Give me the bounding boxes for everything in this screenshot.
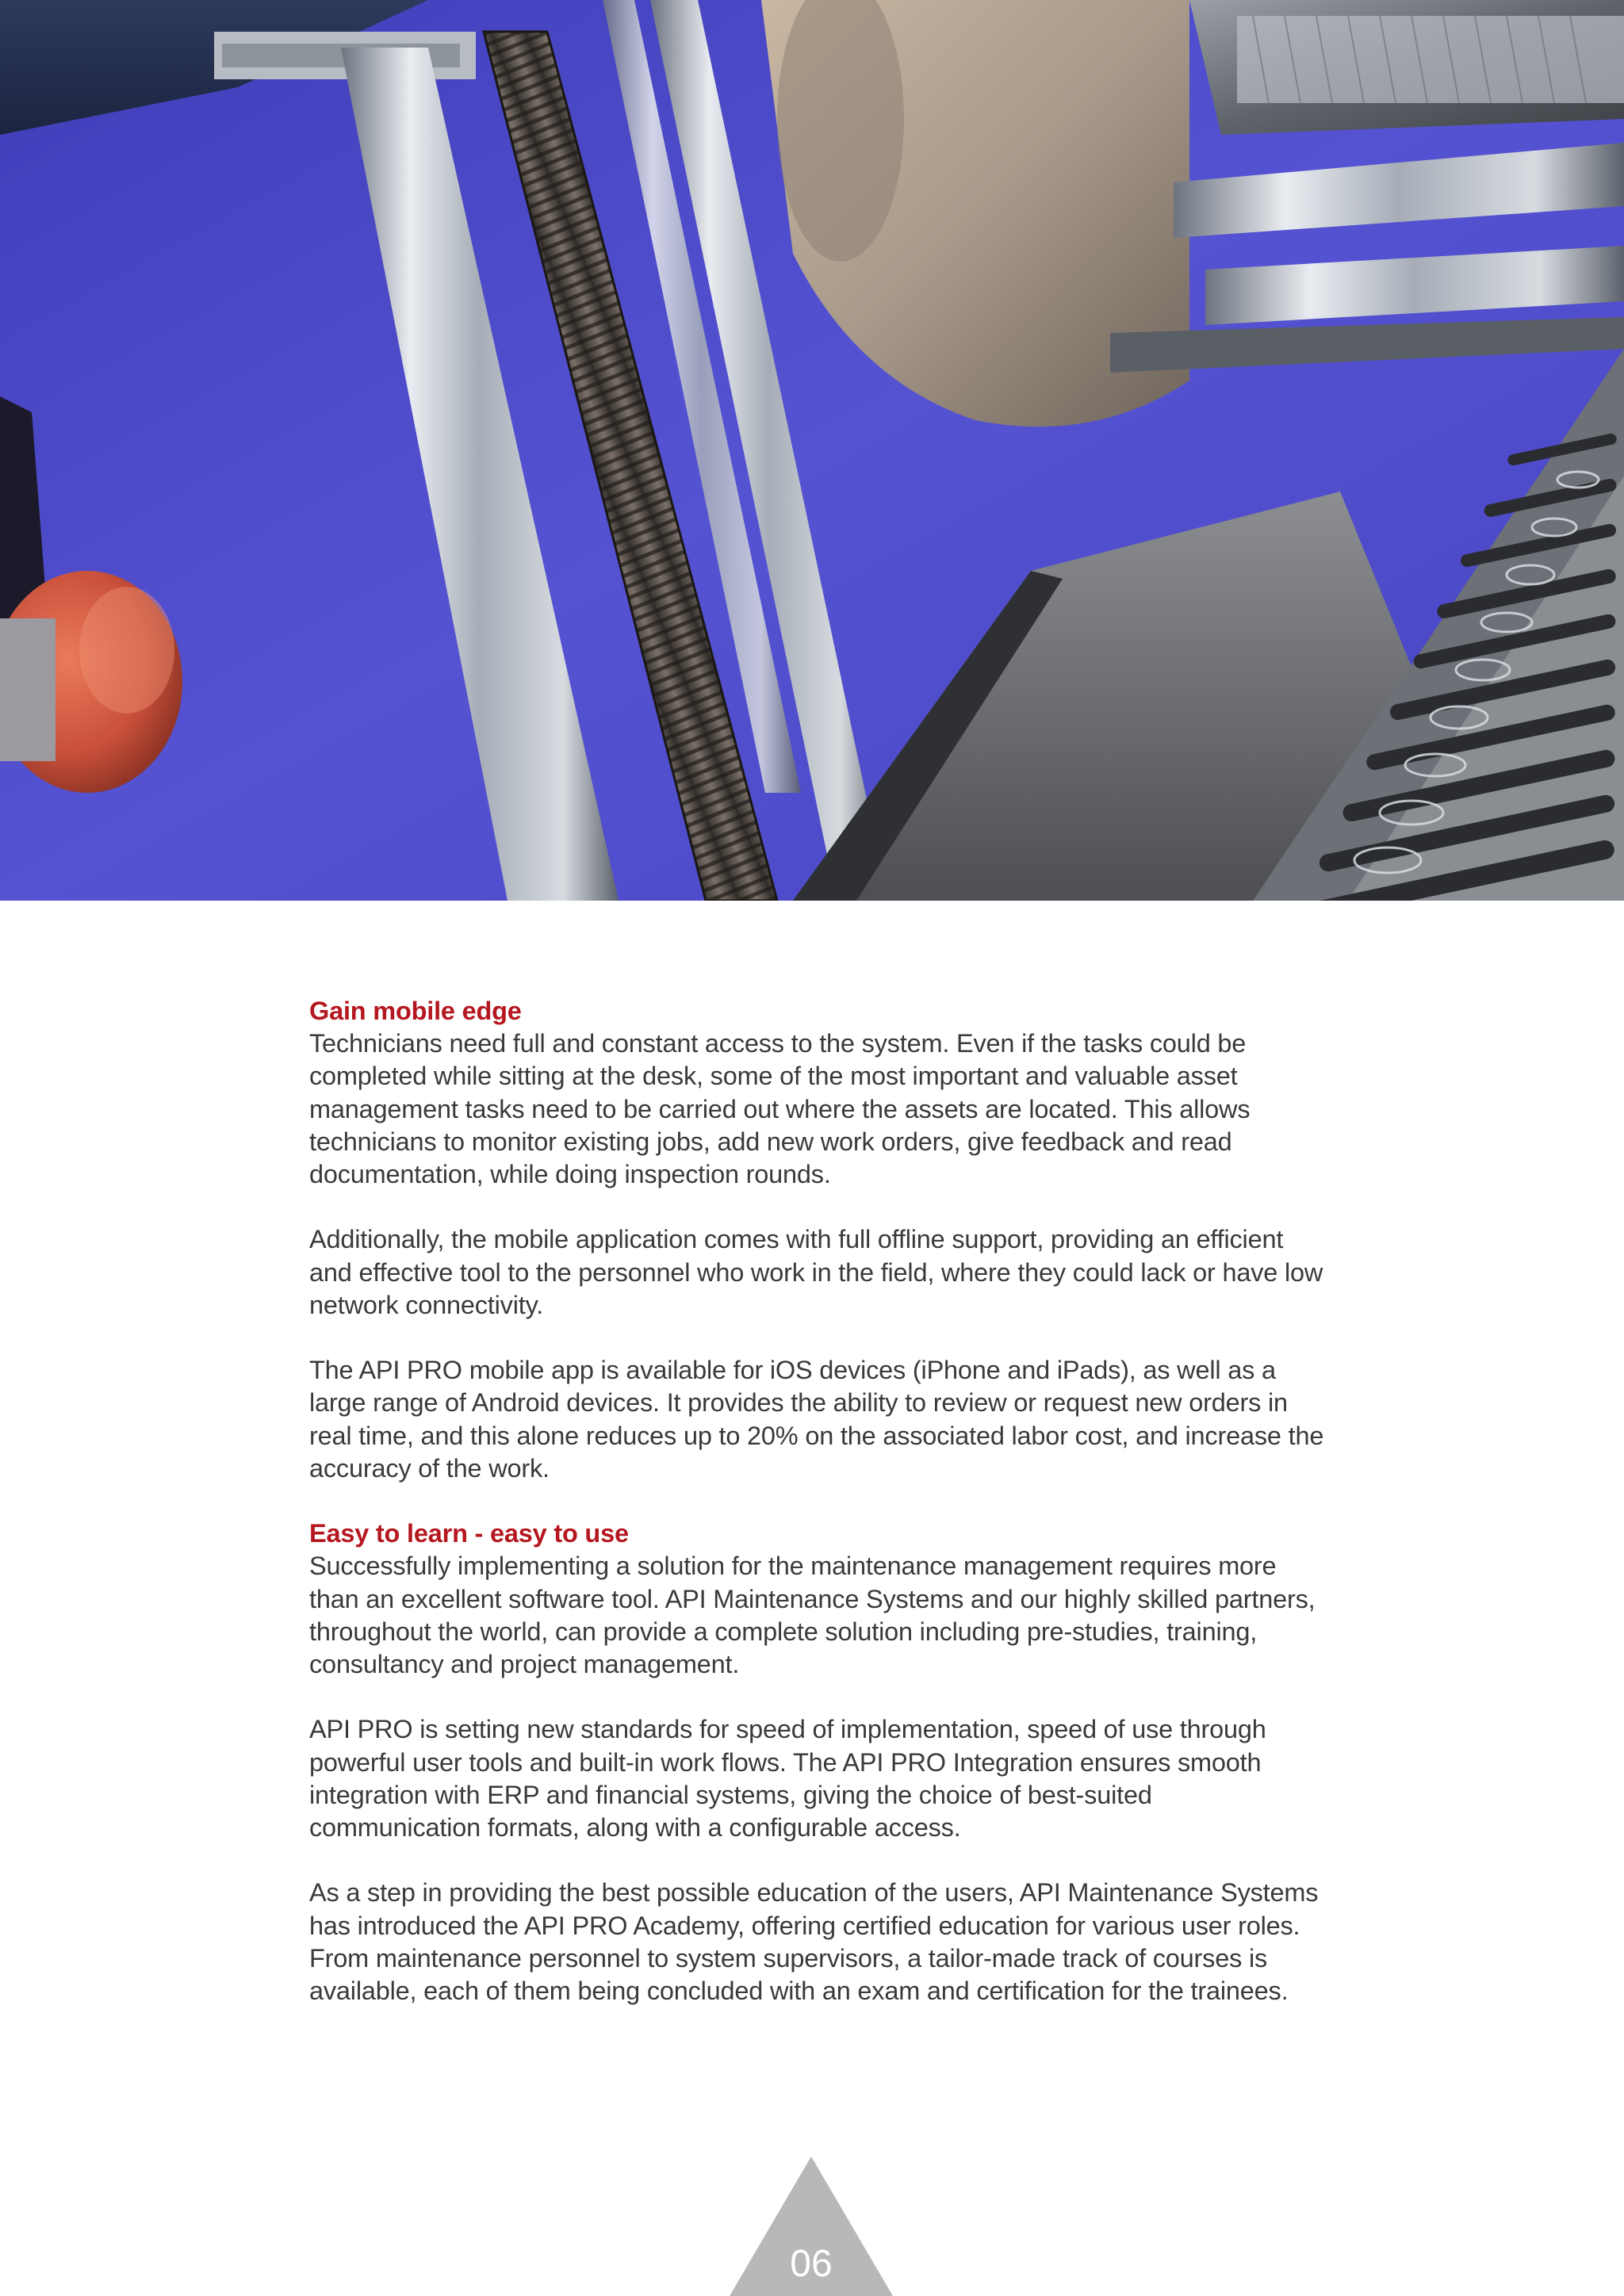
page-number: 06 [790,2243,833,2285]
hero-image [0,0,1624,901]
section-easy-to-learn [309,1517,1324,2007]
machine-photo [0,0,1624,901]
paragraph: As a step in providing the best possible education of the users, API Maintenance Systems has introduced the API PRO Academy, offering certified education for various user roles. From maintenance personnel to system supervisors, a tailor-made track of courses is available, each of them being concluded with an exam and certification for the trainees. [309,1878,1319,2006]
paragraph: Technicians need full and constant access to the system. Even if the tasks could be completed while sitting at the desk, some of the most important and valuable asset management tasks need to be carried out where the assets are located. This allows technicians to monitor existing jobs, add new work orders, give feedback and read documentation, while doing inspection rounds. [309,1029,1251,1189]
paragraph: API PRO is setting new standards for speed of implementation, speed of use through powerful user tools and built-in work flows. The API PRO Integration ensures smooth integration with ERP and financial systems, giving the choice of best-suited communication formats, along with a configurable access. [309,1715,1266,1843]
section-heading: Easy to learn - easy to use [309,1519,629,1548]
paragraph: Successfully implementing a solution for the maintenance management requires more than an excellent software tool. API Maintenance Systems and our highly skilled partners, throughout the world, can provide a complete solution including pre-studies, training, consultancy and project management. [309,1552,1316,1679]
page-marker [730,2156,893,2296]
article-body [309,995,1324,2007]
paragraph: Additionally, the mobile application comes with full offline support, providing an efficient and effective tool to the personnel who work in the field, where they could lack or have low network connectivity. [309,1225,1323,1319]
section-heading: Gain mobile edge [309,997,522,1025]
section-gain-mobile-edge [309,995,1324,1485]
paragraph: The API PRO mobile app is available for iOS devices (iPhone and iPads), as well as a large range of Android devices. It provides the ability to review or request new orders in real time, and this alone reduces up to 20% on the associated labor cost, and increase the accuracy of the work. [309,1356,1324,1483]
